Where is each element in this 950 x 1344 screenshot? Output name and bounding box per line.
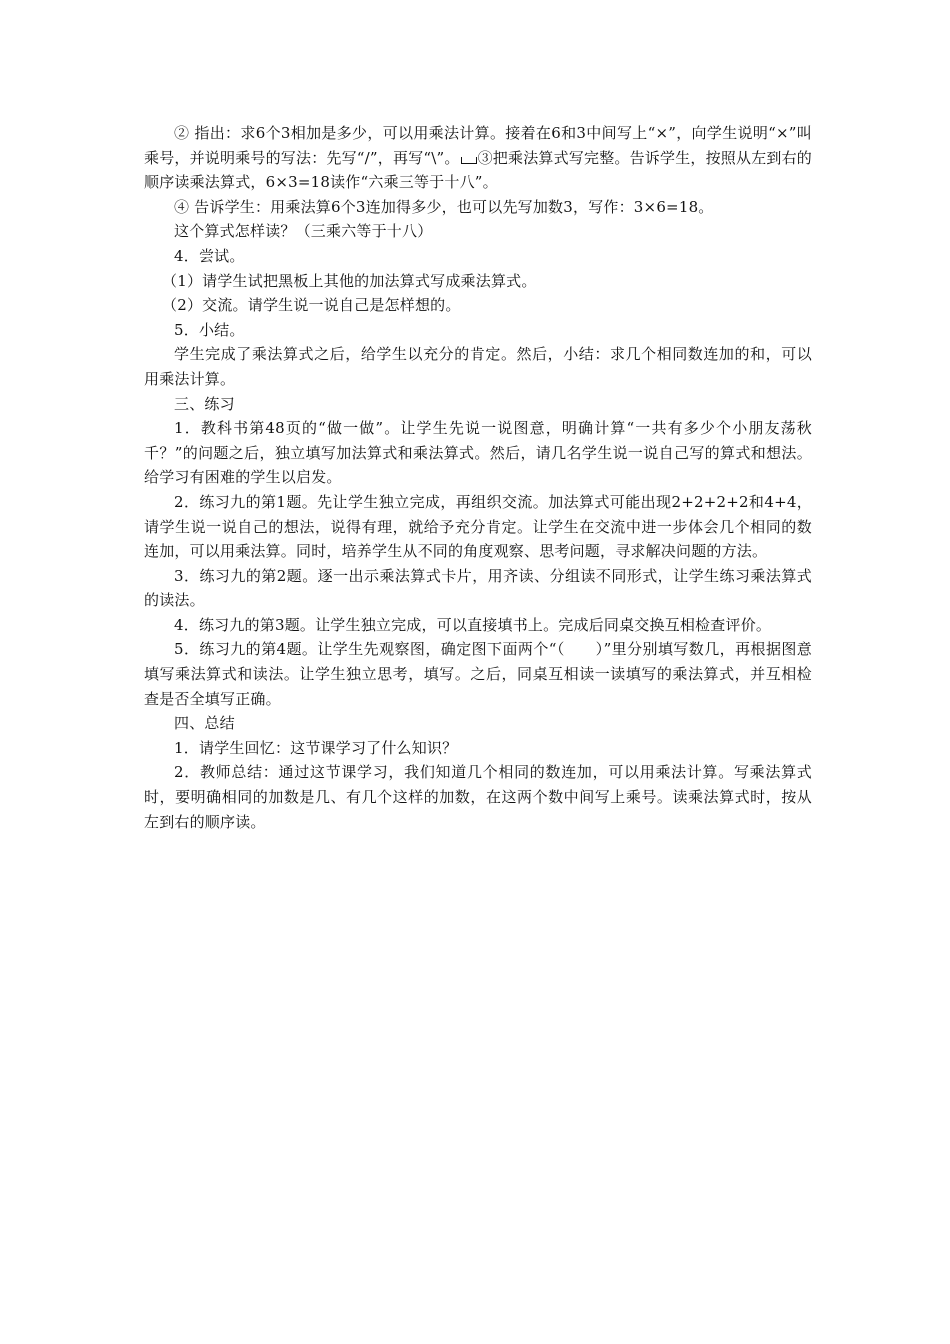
- heading-summary: 5．小结。: [174, 320, 245, 339]
- section-heading-practice: 三、练习: [174, 394, 235, 413]
- paragraph-multiplication-sign: [144, 121, 812, 195]
- heading-try: 4．尝试。: [174, 246, 245, 265]
- document-body: [144, 121, 812, 834]
- paragraph-practice-2: 2．练习九的第1题。先让学生独立完成，再组织交流。加法算式可能出现2+2+2+2和4+4，请学生说一说自己的想法，说得有理，就给予充分肯定。让学生在交流中进一步体会几个相同的数连加，可以用乘法算。同时，培养学生从不同的角度观察、思考问题，寻求解决问题的方法。: [144, 492, 812, 561]
- paragraph-try-1: （1）请学生试把黑板上其他的加法算式写成乘法算式。: [162, 271, 537, 290]
- paragraph-practice-3: 3．练习九的第2题。逐一出示乘法算式卡片，用齐读、分组读不同形式，让学生练习乘法算式的读法。: [144, 566, 812, 610]
- paragraph-practice-1: 1．教科书第48页的“做一做”。让学生先说一说图意，明确计算“一共有多少个小朋友荡秋千？”的问题之后，独立填写加法算式和乘法算式。然后，请几名学生说一说自己写的算式和想法。给学习有困难的学生以启发。: [144, 419, 812, 487]
- space-mark-icon: [461, 157, 477, 164]
- section-heading-conclusion: 四、总结: [174, 714, 235, 733]
- paragraph-try-2: （2）交流。请学生说一说自己是怎样想的。: [162, 296, 461, 315]
- paragraph-practice-4: 4．练习九的第3题。让学生独立完成，可以直接填书上。完成后同桌交换互相检查评价。: [174, 615, 772, 634]
- paragraph-text-part-1: ② 指出：求6个3相加是多少，可以用乘法计算。接着在6和3中间写上“×”，向学生说明“×”叫乘号，并说明乘号的写法：先写“/”，再写“\”。: [144, 124, 812, 167]
- paragraph-practice-5: 5．练习九的第4题。让学生先观察图，确定图下面两个“（ ）”里分别填写数几，再根据图意填写乘法算式和读法。让学生独立思考，填写。之后，同桌互相读一读填写的乘法算式，并互相检查是否全填写正确。: [144, 640, 812, 708]
- paragraph-reading-question: 这个算式怎样读？（三乘六等于十八）: [174, 222, 433, 241]
- paragraph-summary: 学生完成了乘法算式之后，给学生以充分的肯定。然后，小结：求几个相同数连加的和，可以用乘法计算。: [144, 345, 812, 388]
- paragraph-alt-notation: ④ 告诉学生：用乘法算6个3连加得多少，也可以先写加数3，写作：3×6=18。: [174, 197, 714, 216]
- paragraph-text-part-2: ③把乘法算式写完整。告诉学生，按照从左到右的顺序读乘法算式，6×3=18读作“六乘三等于十八”。: [144, 148, 812, 192]
- paragraph-conclusion-2: 2．教师总结：通过这节课学习，我们知道几个相同的数连加，可以用乘法计算。写乘法算式时，要明确相同的加数是几、有几个这样的加数，在这两个数中间写上乘号。读乘法算式时，按从左到右的顺序读。: [144, 763, 812, 831]
- paragraph-conclusion-1: 1．请学生回忆：这节课学习了什么知识？: [174, 738, 458, 757]
